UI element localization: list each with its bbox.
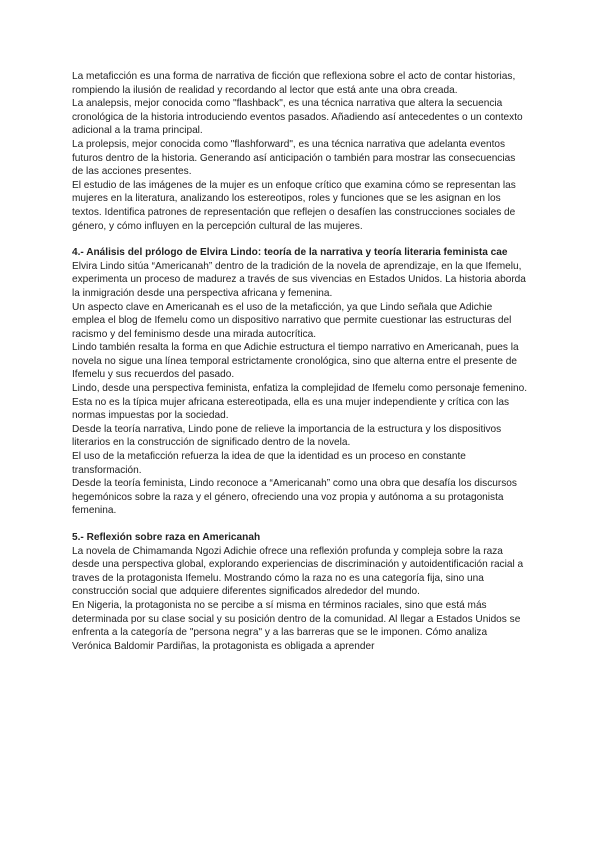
section-5-heading: 5.- Reflexión sobre raza en Americanah [72,532,261,543]
paragraph-metaficcion: La metaficción es una forma de narrativa de ficción que reflexiona sobre el acto de contar historias, rompiendo la ilusión de realidad y recordando al lector que está ante una obra creada. [72,71,516,96]
section-4-heading: 4.- Análisis del prólogo de Elvira Lindo: teoría de la narrativa y teoría literaria feminista cae [72,247,508,259]
document-body [72,70,528,653]
section-4-paragraph: El uso de la metaficción refuerza la idea de que la identidad es un proceso en constante transformación. [72,451,466,476]
section-4-paragraph: Lindo también resalta la forma en que Adichie estructura el tiempo narrativo en Americanah, pues la novela no sigue una línea temporal estrictamente cronológica, sino que alterna entre el presente de Ifemelu y sus recuerdos del pasado. [72,342,519,381]
section-4-paragraph: Un aspecto clave en Americanah es el uso de la metaficción, ya que Lindo señala que Adichie emplea el blog de Ifemelu como un dispositivo narrativo que permite cuestionar las estructuras del racismo y del feminismo desde una mirada autocrítica. [72,301,512,340]
paragraph-prolepsis: La prolepsis, mejor conocida como "flashforward", es una técnica narrativa que adelanta eventos futuros dentro de la historia. Generando así anticipación o también para mostrar las consecuencias de las acciones presentes. [72,138,516,178]
paragraph-analepsis: La analepsis, mejor conocida como "flashback", es una técnica narrativa que altera la secuencia cronológica de la historia introduciendo eventos pasados. Añadiendo así antecedentes o un contexto adicional a la trama principal. [72,98,523,137]
section-5-paragraph: La novela de Chimamanda Ngozi Adichie ofrece una reflexión profunda y compleja sobre la raza desde una perspectiva global, explorando experiencias de discriminación y autoidentificación racial a traves de la protagonista Ifemelu. Mostrando cómo la raza no es una categoría fija, sino una construcción social que adquiere diferentes significados alrededor del mundo. [72,545,524,598]
section-4-paragraph: Desde la teoría narrativa, Lindo pone de relieve la importancia de la estructura y los dispositivos literarios en la construcción de significado dentro de la novela. [72,423,502,449]
paragraph-imagenes-mujer: El estudio de las imágenes de la mujer es un enfoque crítico que examina cómo se representan las mujeres en la literatura, analizando los estereotipos, roles y funciones que se les asignan en los textos. Identifica patrones de representación que reflejen o desafíen las construcciones sociales de género, y cómo influyen en la percepción cultural de las mujeres. [72,179,516,232]
section-4-paragraph: Desde la teoría feminista, Lindo reconoce a “Americanah” como una obra que desafía los discursos hegemónicos sobre la raza y el género, ofreciendo una voz propia y autónoma a su protagonista femenina. [72,478,517,517]
section-4-paragraph: Lindo, desde una perspectiva feminista, enfatiza la complejidad de Ifemelu como personaje femenino. Esta no es la típica mujer africana estereotipada, ella es una mujer independiente y crítica con las normas impuestas por la sociedad. [72,383,528,422]
section-4-paragraph: Elvira Lindo sitúa “Americanah” dentro de la tradición de la novela de aprendizaje, en la que Ifemelu, experimenta un proceso de madurez a través de sus vivencias en Estados Unidos. La historia aborda la inmigración desde una perspectiva africana y femenina. [72,260,526,299]
section-5-paragraph: En Nigeria, la protagonista no se percibe a sí misma en términos raciales, sino que está más determinada por su clase social y su posición dentro de la comunidad. Al llegar a Estados Unidos se enfrenta a la categoría de "persona negra" y a las barreras que se le imponen. Cómo analiza Verónica Baldomir Pardiñas, la protagonista es obligada a aprender [72,599,521,652]
